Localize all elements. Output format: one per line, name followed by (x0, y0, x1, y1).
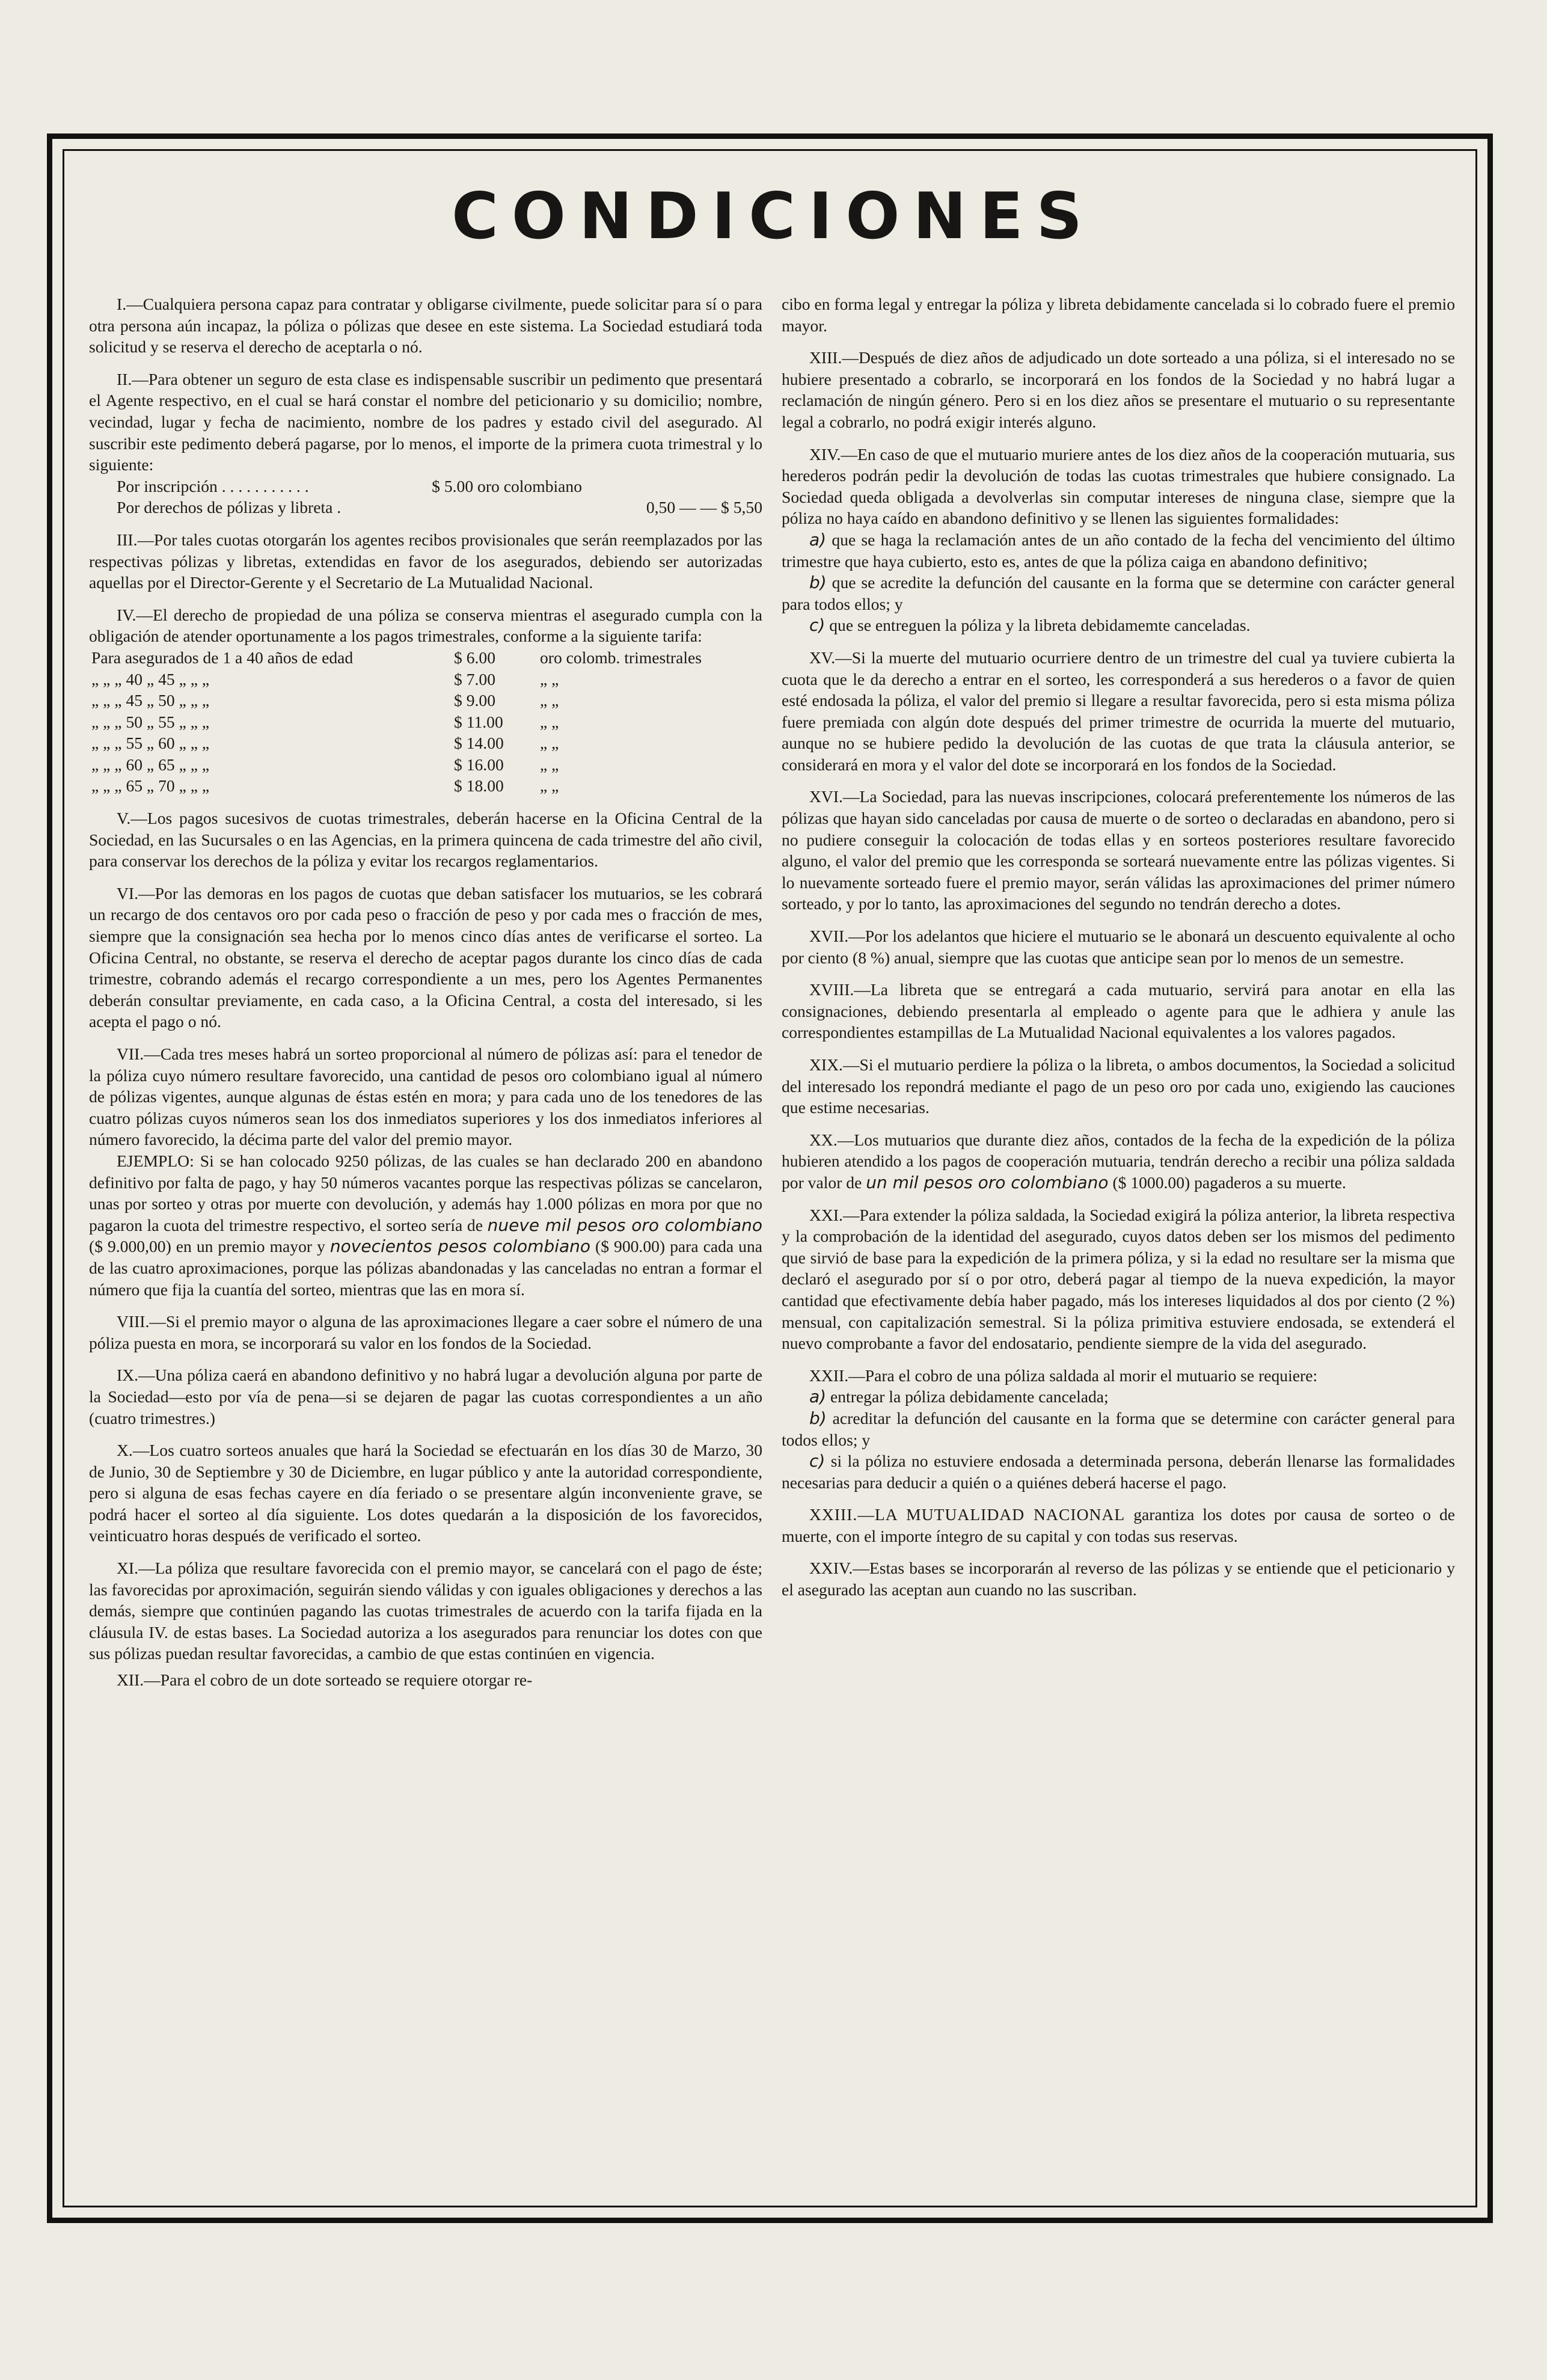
clause-7: VII.—Cada tres meses habrá un sorteo proporcional al número de pólizas así: para el tenedor de la póliza cuyo número resultare favorecido, una cantidad de pesos oro colombiano igual al número de pólizas vigentes, aunque algunas de éstas estén en mora; y para cada uno de los tenedores de las cuatro pólizas cuyos números sean los dos inmediatos superiores y los dos inmediatos inferiores al número favorecido, la décima parte del valor del premio mayor. (89, 1044, 762, 1149)
clause-2: II.—Para obtener un seguro de esta clase es indispensable suscribir un pedimento que presentará el Agente respectivo, en el cual se hará constar el nombre del peticionario y su domicilio; nombre, vecindad, lugar y fecha de nacimiento, nombre de los padres y estado civil del asegurado. Al suscribir este pedimento deberá pagarse, por lo menos, el importe de la primera cuota trimestral y lo siguiente: (89, 369, 762, 474)
clause-10: X.—Los cuatro sorteos anuales que hará la Sociedad se efectuarán en los días 30 de Marzo, 30 de Junio, 30 de Septiembre y 30 de Diciembre, en lugar público y ante la autoridad correspondiente, pero si alguna de esas fechas cayere en día feriado o se presentare algún inconveniente grave, se podrá hacer el sorteo al día siguiente. Los dotes quedarán a la disposición de los favorecidos, veinticuatro horas después de verificado el sorteo. (89, 1441, 762, 1545)
fee-value: 0,50 — — $ 5,50 (646, 498, 762, 517)
fee-label: Por derechos de pólizas y libreta . (117, 498, 342, 517)
page-title: CONDICIONES (452, 179, 1095, 253)
clause-23: XXIII.—LA MUTUALIDAD NACIONAL garantiza los dotes por causa de sorteo o de muerte, con el importe íntegro de su capital y con todas sus reservas. (782, 1505, 1455, 1545)
clause-17: XVII.—Por los adelantos que hiciere el mutuario se le abonará un descuento equivalente al ocho por ciento (8 %) anual, siempre que las cuotas que anticipe sean por lo menos de un semestre. (782, 927, 1455, 967)
clause-22: XXII.—Para el cobro de una póliza saldada al morir el mutuario se requiere: (809, 1366, 1318, 1385)
amount-in-words: novecientos pesos colombiano (329, 1236, 591, 1257)
tariff-row: Para asegurados de 1 a 40 años de edad $ 6.00 oro colomb. trimestrales (91, 648, 702, 667)
clause-6: VI.—Por las demoras en los pagos de cuotas que deban satisfacer los mutuarios, se les cobrará un recargo de dos centavos oro por cada peso o fracción de peso y por cada mes o fracción de mes, siempre que la consignación sea hecha por lo menos cinco días antes de verificarse el sorteo. La Oficina Central, no obstante, se reserva el derecho de aceptar pagos durante los cinco días de cada trimestre, cobrando además el recargo correspondiente a un mes, pero los Agentes Permanentes deberán consultar previamente, en cada caso, a la Oficina Central, a costa del interesado, si les acepta el pago o nó. (89, 883, 762, 1031)
clause-24: XXIV.—Estas bases se incorporarán al reverso de las pólizas y se entiende que el peticionario y el asegurado las aceptan aun cuando no las suscriban. (782, 1559, 1455, 1599)
clause-14-b: b) que se acredite la defunción del causante en la forma que se determine con carácter general para todos ellos; y (782, 572, 1455, 613)
clause-3: III.—Por tales cuotas otorgarán los agentes recibos provisionales que serán reemplazados por las respectivas pólizas y libretas, extendidas en favor de los asegurados, debiendo ser autorizadas aquellas por el Director-Gerente y el Secretario de La Mutualidad Nacional. (89, 530, 762, 592)
fee-row-rights (89, 497, 762, 518)
fee-value: $ 5.00 oro colombiano (432, 476, 582, 495)
right-column (782, 293, 1455, 1612)
fee-row-inscription (89, 476, 762, 497)
clause-11: XI.—La póliza que resultare favorecida con el premio mayor, se cancelará con el pago de éste; las favorecidas por aproximación, seguirán siendo válidas y con iguales obligaciones y derechos a las demás, siempre que continúen pagando las cuotas trimestrales de acuerdo con la tarifa fijada en la cláusula IV. de estas bases. La Sociedad autoriza a los asegurados para renunciar los dotes con que sus pólizas puedan resultar favorecidas, a cambio de que estas continúen en vigencia. (89, 1559, 762, 1663)
clause-18: XVIII.—La libreta que se entregará a cada mutuario, servirá para anotar en ella las consignaciones, debiendo presentarla al empleado o agente para que le adhiera y anule las correspondientes estampillas de La Mutualidad Nacional equivalentes a los valores pagados. (782, 980, 1455, 1042)
clause-20: XX.—Los mutuarios que durante diez años, contados de la fecha de la expedición de la póliza hubieren atendido a los pagos de cooperación mutuaria, tendrán derecho a recibir una póliza saldada por valor de un mil pesos oro colombiano ($ 1000.00) pagaderos a su muerte. (782, 1130, 1455, 1192)
company-name: XXIII.—LA MUTUALIDAD NACIONAL (809, 1505, 1126, 1524)
clause-13: XIII.—Después de diez años de adjudicado un dote sorteado a una póliza, si el interesado no se hubiere presentado a cobrarlo, se incorporará en los fondos de la Sociedad y no habrá lugar a reclamación de ningún género. Pero si en los diez años se presentare el mutuario o su representante legal a cobrarlo, no podrá exigir interés alguno. (782, 348, 1455, 431)
clause-21: XXI.—Para extender la póliza saldada, la Sociedad exigirá la póliza anterior, la libreta respectiva y la comprobación de la identidad del asegurado, cuyos datos deben ser los mismos del pedimento que sirvió de base para la expedición de la primera póliza, y si la edad no resultare ser la misma que declaró el asegurado por sí o por otro, deberá pagar al tiempo de la nueva expedición, la mayor cantidad que efectivamente debía haber pagado, más los intereses liquidados al dos por ciento (2 %) mensual, con capitalización semestral. Si la póliza primitiva estuviere endosada, se extenderá el nuevo comprobante a favor del endosatario, pendiente siempre de la vida del asegurado. (782, 1205, 1455, 1353)
clause-7-example: EJEMPLO: Si se han colocado 9250 pólizas, de las cuales se han declarado 200 en abandono definitivo por falta de pago, y hay 50 números vacantes porque las respectivas pólizas se cancelaron, unas por sorteo y otras por muerte con devolución, y además hay 1.000 pólizas en mora por que no pagaron la cuota del trimestre respectivo, el sorteo sería de nueve mil pesos oro colombiano ($ 9.000,00) en un premio mayor y novecientos pesos colombiano ($ 900.00) para cada una de las cuatro aproximaciones, porque las pólizas abandonadas y las canceladas no entran a formar el número que fija la cuantía del sorteo, mientras que las en mora sí. (89, 1151, 762, 1299)
clause-19: XIX.—Si el mutuario perdiere la póliza o la libreta, o ambos documentos, la Sociedad a solicitud del interesado los repondrá mediante el pago de un peso oro por cada uno, exigiendo las cauciones que estime necesarias. (782, 1055, 1455, 1117)
clause-22-b: b) acreditar la defunción del causante en la forma que se determine con carácter general para todos ellos; y (782, 1408, 1455, 1449)
amount-in-words: un mil pesos oro colombiano (866, 1172, 1109, 1192)
clause-14: XIV.—En caso de que el mutuario muriere antes de los diez años de la cooperación mutuaria, sus herederos podrán pedir la devolución de todas las cuotas trimestrales que hubiere consignado. La Sociedad queda obligada a devolverlas sin computar intereses de ninguna clase, siempre que la póliza no haya caído en abandono definitivo y se llenen las siguientes formalidades: (782, 444, 1455, 528)
clause-12: XII.—Para el cobro de un dote sorteado se requiere otorgar re- (117, 1670, 533, 1690)
clause-4: IV.—El derecho de propiedad de una póliza se conserva mientras el asegurado cumpla con la obligación de atender oportunamente a los pagos trimestrales, conforme a la siguiente tarifa: (89, 605, 762, 646)
clause-16: XVI.—La Sociedad, para las nuevas inscripciones, colocará preferentemente los números de las pólizas que hayan sido canceladas por causa de muerte o de sorteo o declaradas en abandono, pero si no pudiere conseguir la colocación de todas ellas y en sorteos posteriores resultare favorecido alguno, el valor del premio que les corresponda se sorteará nuevamente entre las pólizas vigentes. Si lo nuevamente sorteado fuere el premio mayor, serán válidas las aproximaciones del primer número sorteado, y por lo tanto, las aproximaciones del segundo no tendrán derecho a dotes. (782, 787, 1455, 913)
tariff-row: „ „ „ 45 „ 50 „ „ „ $ 9.00 „ „ (91, 691, 559, 710)
clause-5: V.—Los pagos sucesivos de cuotas trimestrales, deberán hacerse en la Oficina Central de la Sociedad, en las Sucursales o en las Agencias, en la primera quincena de cada trimestre del año civil, para conservar los derechos de la póliza y evitar los recargos reglamentarios. (89, 809, 762, 871)
clause-14-c: c) que se entreguen la póliza y la libreta debidamemte canceladas. (809, 615, 1251, 636)
tariff-row: „ „ „ 55 „ 60 „ „ „ $ 14.00 „ „ (91, 734, 559, 753)
clause-22-a: a) entregar la póliza debidamente cancelada; (809, 1387, 1109, 1407)
tariff-row: „ „ „ 50 „ 55 „ „ „ $ 11.00 „ „ (91, 712, 559, 731)
tariff-row: „ „ „ 65 „ 70 „ „ „ $ 18.00 „ „ (91, 776, 559, 796)
clause-1: I.—Cualquiera persona capaz para contratar y obligarse civilmente, puede solicitar para sí o para otra persona aún incapaz, la póliza o pólizas que desee en este sistema. La Sociedad estudiará toda solicitud y se reserva el derecho de aceptarla o nó. (89, 295, 762, 357)
tariff-row: „ „ „ 40 „ 45 „ „ „ $ 7.00 „ „ (91, 669, 559, 689)
amount-in-words: nueve mil pesos oro colombiano (487, 1215, 762, 1235)
tariff-table (89, 647, 762, 797)
clause-8: VIII.—Si el premio mayor o alguna de las aproximaciones llegare a caer sobre el número de una póliza puesta en mora, se incorporará su valor en los fondos de la Sociedad. (89, 1312, 762, 1352)
clause-14-a: a) que se haga la reclamación antes de un año contado de la fecha del vencimiento del último trimestre que haya cubierto, esto es, antes de que la póliza caiga en abandono definitivo; (782, 529, 1455, 571)
left-column (89, 293, 762, 1702)
clause-15: XV.—Si la muerte del mutuario ocurriere dentro de un trimestre del cual ya tuviere cubierta la cuota que le da derecho a entrar en el sorteo, les corresponderá a sus herederos o a favor de quien esté endosada la póliza, el valor del premio si llegare a resultar favorecida, pero si esta misma póliza fuere premiada con algún dote después del primer trimestre de ocurrida la muerte del mutuario, aunque no se hubiere pedido la devolución de las cuotas de que trata la cláusula anterior, se considerará en mora y el valor del dote se incorporará en los fondos de la Sociedad. (782, 648, 1455, 774)
clause-9: IX.—Una póliza caerá en abandono definitivo y no habrá lugar a devolución alguna por parte de la Sociedad—esto por vía de pena—si se dejaren de pagar las cuotas correspondientes a un año (cuatro trimestres.) (89, 1366, 762, 1428)
clause-12-continued: cibo en forma legal y entregar la póliza y libreta debidamente cancelada si lo cobrado fuere el premio mayor. (782, 295, 1455, 335)
clause-22-c: c) si la póliza no estuviere endosada a determinada persona, deberán llenarse las formalidades necesarias para deducir a quién o a quiénes deberá hacerse el pago. (782, 1451, 1455, 1492)
tariff-row: „ „ „ 60 „ 65 „ „ „ $ 16.00 „ „ (91, 755, 559, 774)
fee-label: Por inscripción . . . . . . . . . . . (117, 476, 309, 495)
